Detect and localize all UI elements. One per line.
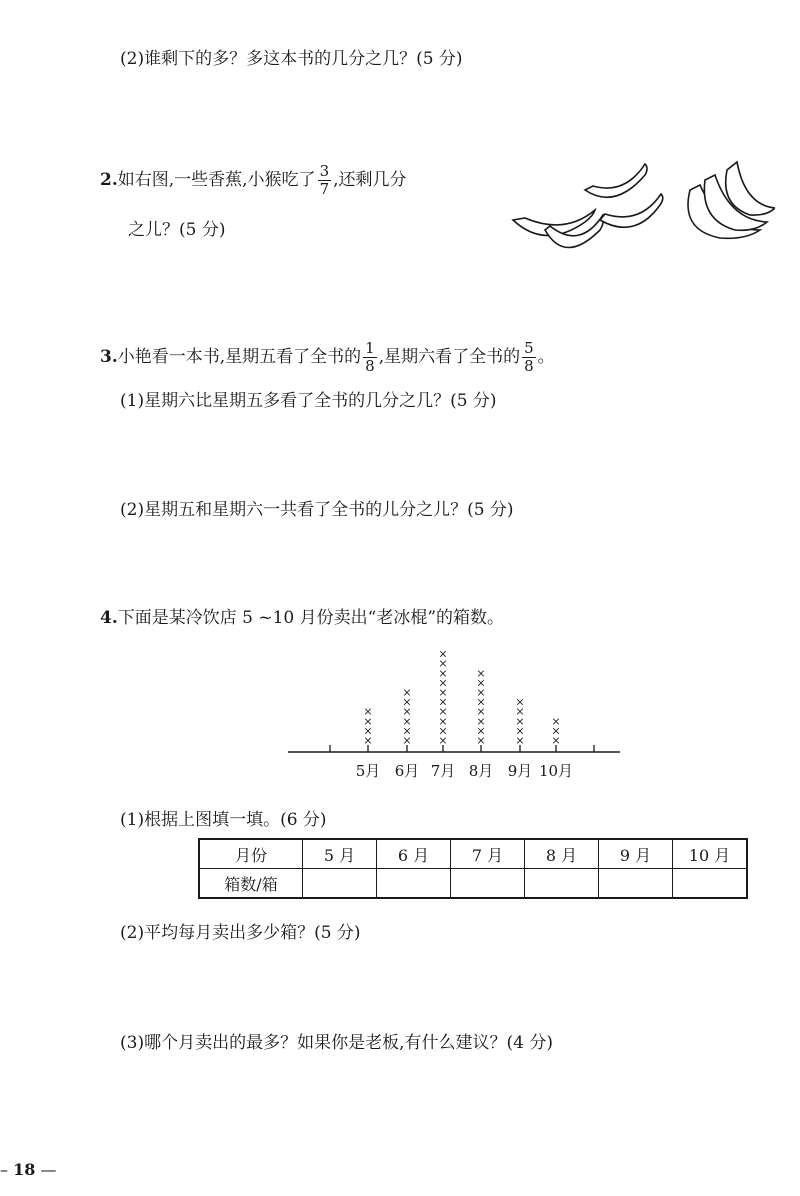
data-mark: × (476, 676, 486, 690)
data-mark: × (402, 686, 412, 699)
fraction: $\frac{5}{8}$ (524, 339, 534, 375)
data-mark: × (476, 705, 486, 719)
q1-part2: (2)谁剩下的多？多这本书的几分之几？(5 分) (120, 49, 463, 69)
input-cell[interactable] (525, 869, 599, 899)
header-cell: 6 月 (377, 839, 451, 869)
data-mark: × (551, 714, 561, 728)
header-cell: 8 月 (525, 839, 599, 869)
data-mark: × (515, 734, 525, 747)
data-mark: × (551, 734, 561, 747)
data-mark: × (402, 714, 412, 728)
data-mark: × (402, 695, 412, 709)
page-number: – 18 — (0, 1160, 57, 1179)
data-mark: × (438, 686, 448, 699)
data-mark: × (438, 666, 448, 680)
q2-line1 (100, 163, 407, 198)
data-mark: × (551, 724, 561, 738)
input-cell[interactable] (599, 869, 673, 899)
data-mark: × (363, 724, 373, 738)
header-cell: 10 月 (673, 839, 748, 869)
q2-text: 如右图,一些香蕉,小猴吃了 (117, 170, 316, 190)
data-mark: × (402, 724, 412, 738)
header-cell: 7 月 (451, 839, 525, 869)
data-mark: × (515, 724, 525, 738)
data-mark: × (476, 666, 486, 680)
banana-icon (600, 194, 663, 227)
q4-part2: (2)平均每月卖出多少箱？(5 分) (120, 923, 361, 943)
input-cell[interactable] (673, 869, 748, 899)
header-cell: 9 月 (599, 839, 673, 869)
data-mark: × (438, 647, 448, 661)
data-mark: × (438, 695, 448, 709)
data-mark: × (476, 714, 486, 728)
q4-part3: (3)哪个月卖出的最多？如果你是老板,有什么建议？(4 分) (120, 1033, 553, 1053)
q3-part1: (1)星期六比星期五多看了全书的几分之几？(5 分) (120, 391, 497, 411)
input-cell: 箱数/箱 (199, 869, 303, 899)
header-cell: 5 月 (303, 839, 377, 869)
q2-number: 2. (100, 170, 118, 190)
input-cell[interactable] (451, 869, 525, 899)
data-mark: × (438, 705, 448, 719)
fraction: $\frac{1}{8}$ (365, 339, 375, 375)
banana-icon (585, 164, 647, 197)
data-mark: × (363, 734, 373, 747)
data-mark: × (515, 705, 525, 719)
data-mark: × (476, 686, 486, 699)
tick-label: 6月 (394, 762, 420, 780)
q2-text-b: ,还剩几分 (333, 170, 407, 190)
data-mark: × (438, 676, 448, 690)
header-cell: 月份 (199, 839, 303, 869)
data-mark: × (363, 705, 373, 719)
tick-label: 10月 (538, 762, 574, 780)
q3-line1: 3.小艳看一本书,星期五看了全书的 $\frac{1}{8}$ ,星期六看了全书的 $\frac{5}{8}$ 。 (100, 339, 555, 375)
data-mark: × (476, 695, 486, 709)
tick-label: 5月 (355, 762, 381, 780)
data-mark: × (438, 714, 448, 728)
q3-part2: (2)星期五和星期六一共看了全书的儿分之儿？(5 分) (120, 500, 514, 520)
data-mark: × (438, 657, 448, 671)
q2-line2: 之儿？(5 分) (128, 220, 226, 240)
data-mark: × (476, 734, 486, 747)
data-mark: × (515, 714, 525, 728)
tick-label: 9月 (507, 762, 533, 780)
tick-label: 7月 (430, 762, 456, 780)
q4-line1: 4.下面是某冷饮店 5 ~10 月份卖出“老冰棍”的箱数。 (100, 608, 505, 628)
fill-in-table (198, 838, 748, 899)
data-mark: × (438, 724, 448, 738)
data-mark: × (515, 695, 525, 709)
banana-icon (545, 215, 604, 248)
input-cell[interactable] (377, 869, 451, 899)
q4-part1: (1)根据上图填一填。(6 分) (120, 810, 327, 830)
data-mark: × (402, 705, 412, 719)
data-mark: × (402, 734, 412, 747)
fraction: $\frac{3}{7}$ (319, 162, 330, 198)
dot-plot-chart (280, 640, 630, 785)
data-mark: × (476, 724, 486, 738)
tick-label: 8月 (468, 762, 494, 780)
bananas-illustration (505, 150, 775, 270)
input-cell[interactable] (303, 869, 377, 899)
data-mark: × (363, 714, 373, 728)
data-mark: × (438, 734, 448, 747)
